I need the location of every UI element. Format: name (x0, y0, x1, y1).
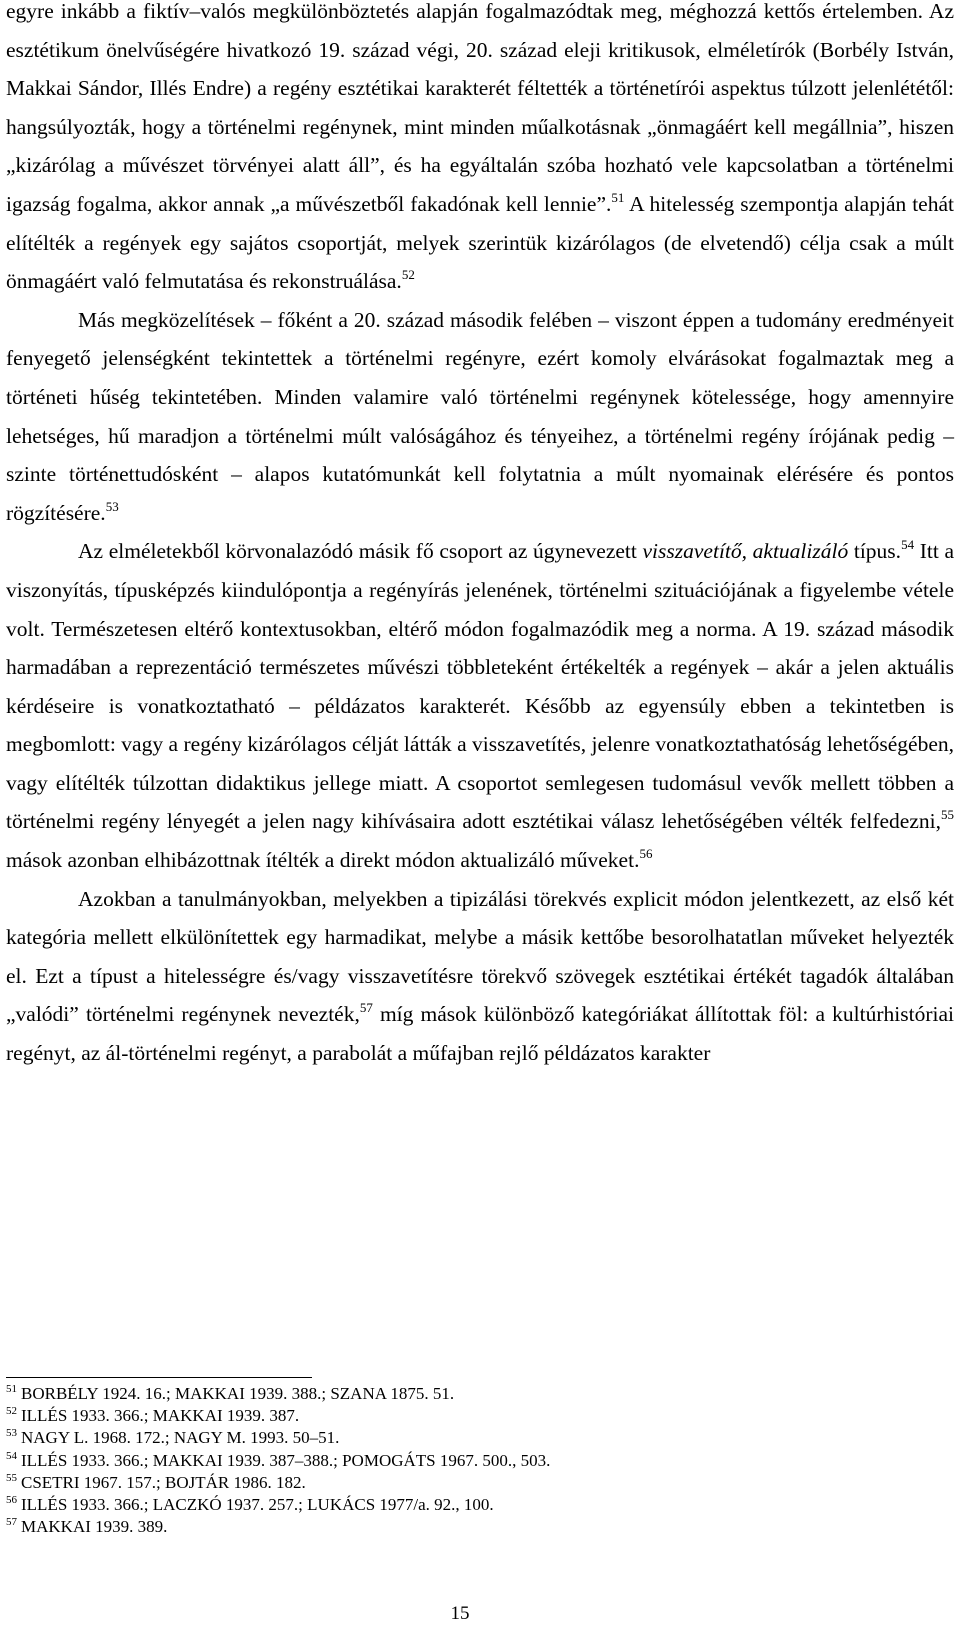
text-segment: típus. (848, 539, 902, 564)
footnote (6, 1516, 946, 1538)
footnote (6, 1427, 946, 1449)
text-segment: Az elméletekből körvonalazódó másik fő csoport az úgynevezett (78, 539, 643, 564)
footnote (6, 1472, 946, 1494)
footnote-text: ILLÉS 1933. 366.; LACZKÓ 1937. 257.; LUKÁCS 1977/a. 92., 100. (21, 1495, 494, 1515)
footnote-reference: 57 (359, 1000, 373, 1016)
text-segment: mások azonban elhibázottnak ítélték a direkt módon aktualizáló műveket. (6, 848, 640, 873)
footnote-reference: 55 (941, 807, 954, 823)
paragraph (6, 532, 954, 879)
footnote-reference: 51 (611, 189, 625, 205)
footnote-text: NAGY L. 1968. 172.; NAGY M. 1993. 50–51. (21, 1428, 340, 1448)
footnote (6, 1383, 946, 1405)
text-segment: míg mások különböző kategóriákat állítottak föl: a kultúrhistóriai regényt, az ál-történelmi regényt, a parabolát a műfajban rejlő példázatos karakter (6, 1002, 954, 1066)
footnote-number: 55 (6, 1471, 17, 1484)
text-segment: Azokban a tanulmányokban, melyekben a tipizálási törekvés explicit módon jelentkezett, az első két kategória mellett elkülönítettek egy harmadikat, melybe a másik kettőbe besorolhatatlan műveket helyezték el. Ezt a típust a hitelességre és/vagy visszavetítésre törekvő szövegek esztétikai értékét tagadók általában „valódi” történelmi regénynek nevezték, (6, 886, 954, 1027)
footnote-number: 51 (6, 1383, 17, 1395)
footnote-reference: 52 (401, 267, 415, 283)
footnote-text: CSETRI 1967. 157.; BOJTÁR 1986. 182. (21, 1472, 306, 1492)
footnotes (6, 1383, 946, 1538)
footnote-number: 52 (6, 1405, 17, 1418)
footnote-reference: 56 (639, 846, 653, 862)
text-segment: egyre inkább a fiktív–valós megkülönböztetés alapján fogalmazódtak meg, méghozzá kettős értelemben. Az esztétikum önelvűségére hivatkozó 19. század végi, 20. század eleji kritikusok, elméletírók (Borbély István, Makkai Sándor, Illés Endre) a regény esztétikai karakterét féltették a történetírói aspektus túlzott jelenlététől: hangsúlyozták, hogy a történelmi regénynek, mint minden műalkotásnak „önmagáért kell megállnia”, hiszen „kizárólag a művészet törvényei alatt áll”, és ha egyáltalán szóba hozható vele kapcsolatban a történelmi igazság fogalma, akkor annak „a művészetből fakadónak kell lennie”. (6, 0, 954, 216)
footnote-text: ILLÉS 1933. 366.; MAKKAI 1939. 387. (21, 1406, 300, 1426)
paragraph (6, 301, 954, 533)
footnote-reference: 53 (105, 498, 119, 514)
paragraph (6, 0, 954, 301)
footnote-text: ILLÉS 1933. 366.; MAKKAI 1939. 387–388.; POMOGÁTS 1967. 500., 503. (21, 1450, 551, 1470)
page-number: 15 (450, 1603, 470, 1624)
footnote-number: 57 (6, 1516, 17, 1529)
footnote-text: MAKKAI 1939. 389. (21, 1517, 168, 1537)
footnote (6, 1405, 946, 1427)
text-segment: A hitelesség szempontja alapján tehát elítélték a regények egy sajátos csoportját, melyek szerintük kizárólagos (de elvetendő) célja csak a múlt önmagáért való felmutatása és rekonstruálása. (6, 191, 954, 294)
paragraph (6, 880, 954, 1073)
footnote-reference: 54 (901, 537, 915, 553)
italic-text: visszavetítő, aktualizáló (642, 539, 849, 564)
footnote-separator (6, 1377, 312, 1378)
body-text (6, 0, 954, 1073)
footnote-number: 53 (6, 1427, 17, 1440)
footnote-number: 56 (6, 1494, 17, 1507)
text-segment: Itt a viszonyítás, típusképzés kiindulópontja a regényírás jelenének, történelmi szituációjának a figyelembe vétele volt. Természetesen eltérő kontextusokban, eltérő módon fogalmazódik meg a norma. A 19. század második harmadában a reprezentáció természetes művészi többleteként értékelték a regények – akár a jelen aktuális kérdéseire is vonatkoztatható – példázatos karakterét. Később az egyensúly ebben a tekintetben is megbomlott: vagy a regény kizárólagos célját látták a visszavetítés, jelenre vonatkoztathatóság lehetőségében, vagy elítélték túlzottan didaktikus jellege miatt. A csoportot semlegesen tudomásul vevők mellett többen a történelmi regény lényegét a jelen nagy kihívásaira adott esztétikai válasz lehetőségében vélték felfedezni, (6, 539, 954, 834)
footnote-text: BORBÉLY 1924. 16.; MAKKAI 1939. 388.; SZANA 1875. 51. (21, 1384, 455, 1403)
text-segment: Más megközelítések – főként a 20. század második felében – viszont éppen a tudomány eredményeit fenyegető jelenségként tekintettek a történelmi regényre, ezért komoly elvárásokat fogalmaztak meg a történeti hűség tekintetében. Minden valamire való történelmi regénynek kötelessége, hogy amennyire lehetséges, hű maradjon a történelmi múlt valóságához és tényeihez, a történelmi regény írójának pedig – szinte történettudósként – alapos kutatómunkát kell folytatnia a múlt nyomainak elérésére és pontos rögzítésére. (6, 307, 954, 525)
footnote (6, 1450, 946, 1472)
footnote (6, 1494, 946, 1516)
footnote-number: 54 (6, 1449, 17, 1462)
